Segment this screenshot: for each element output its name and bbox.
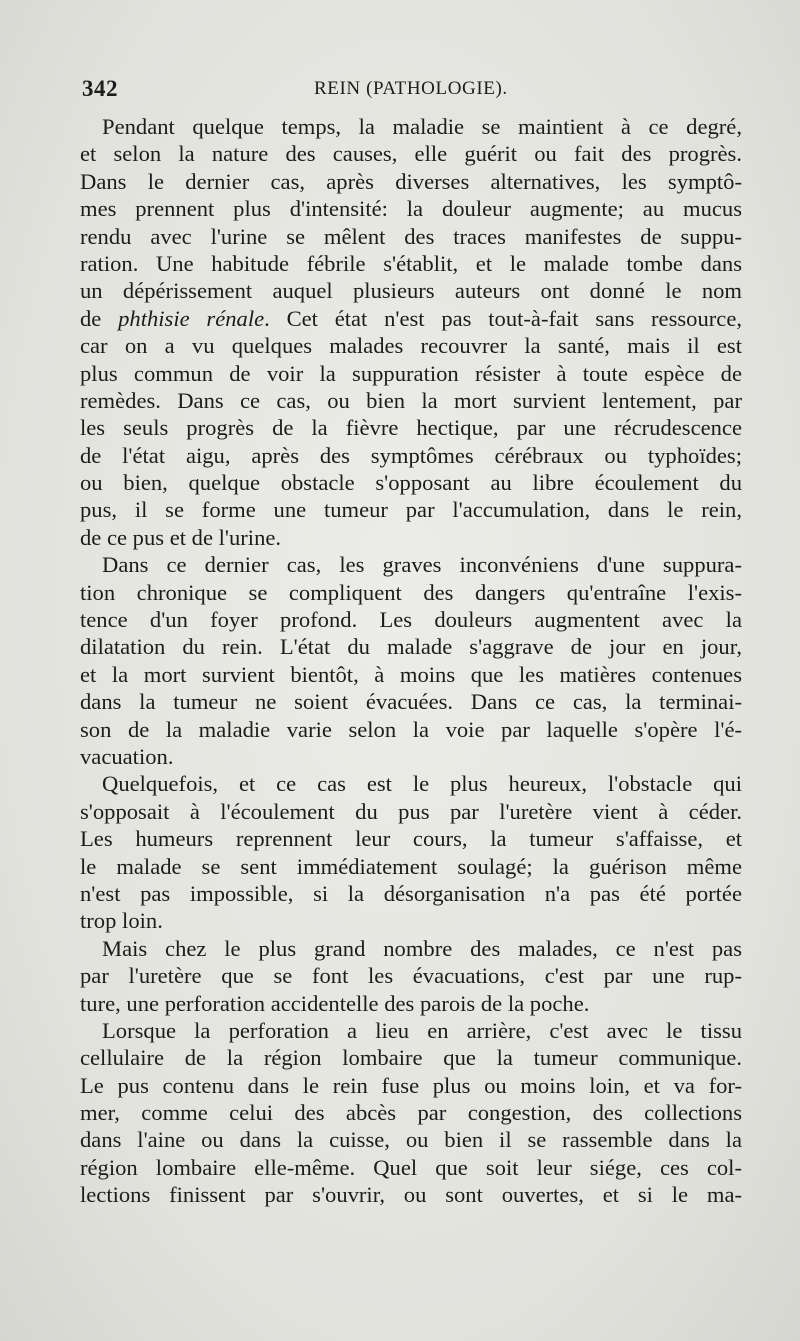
text-line: et selon la nature des causes, elle guérit ou fait des progrès. (80, 141, 742, 167)
text-line: ration. Une habitude fébrile s'établit, et le malade tombe dans (80, 250, 742, 276)
text-line: vacuation. (80, 743, 174, 769)
text-line: n'est pas impossible, si la désorganisation n'a pas été portée (80, 880, 742, 906)
text-line: s'opposait à l'écoulement du pus par l'uretère vient à céder. (80, 798, 742, 824)
text-line: dans la tumeur ne soient évacuées. Dans ce cas, la terminai- (80, 689, 742, 715)
text-line: dilatation du rein. L'état du malade s'aggrave de jour en jour, (80, 634, 742, 660)
page-header (82, 76, 742, 106)
text-line: de l'état aigu, après des symptômes cérébraux ou typhoïdes; (80, 442, 742, 468)
text-line: pus, il se forme une tumeur par l'accumulation, dans le rein, (80, 497, 742, 523)
text-line: un dépérissement auquel plusieurs auteurs ont donné le nom (80, 278, 742, 304)
text-line: de ce pus et de l'urine. (80, 524, 282, 550)
text-line: lections finissent par s'ouvrir, ou sont ouvertes, et si le ma- (80, 1182, 742, 1208)
text-line: plus commun de voir la suppuration résister à toute espèce de (80, 360, 742, 386)
text-line: tion chronique se compliquent des dangers qu'entraîne l'exis- (80, 579, 742, 605)
text-line: son de la maladie varie selon la voie par laquelle s'opère l'é- (80, 716, 742, 742)
text-line: cellulaire de la région lombaire que la tumeur communique. (80, 1045, 742, 1071)
text-line: le malade se sent immédiatement soulagé; la guérison même (80, 853, 742, 879)
text-line: trop loin. (80, 908, 163, 934)
text-line: ture, une perforation accidentelle des parois de la poche. (80, 990, 590, 1016)
body-text (80, 113, 742, 1209)
text-line: remèdes. Dans ce cas, ou bien la mort survient lentement, par (80, 387, 742, 413)
text-line: dans l'aine ou dans la cuisse, ou bien il se rassemble dans la (80, 1127, 742, 1153)
text-line: région lombaire elle-même. Quel que soit leur siége, ces col- (80, 1154, 742, 1180)
text-line: rendu avec l'urine se mêlent des traces manifestes de suppu- (80, 223, 742, 249)
text-line: mes prennent plus d'intensité: la douleur augmente; au mucus (80, 196, 742, 222)
running-head: REIN (PATHOLOGIE). (314, 78, 508, 99)
text-line: Pendant quelque temps, la maladie se maintient à ce degré, (102, 114, 742, 139)
text-line: tence d'un foyer profond. Les douleurs augmentent avec la (80, 607, 742, 633)
text-line: Mais chez le plus grand nombre des malades, ce n'est pas (102, 935, 742, 961)
text-line: car on a vu quelques malades recouvrer la santé, mais il est (80, 333, 742, 359)
text-line: par l'uretère que se font les évacuations, c'est par une rup- (80, 963, 742, 989)
text-line: Les humeurs reprennent leur cours, la tumeur s'affaisse, et (80, 826, 742, 852)
text-line: Le pus contenu dans le rein fuse plus ou moins loin, et va for- (80, 1072, 742, 1098)
text-line: Quelquefois, et ce cas est le plus heureux, l'obstacle qui (102, 771, 742, 797)
text-line: les seuls progrès de la fièvre hectique, par une récrudescence (80, 415, 742, 441)
text-line: et la mort survient bientôt, à moins que les matières contenues (80, 661, 742, 687)
text-line: de phthisie rénale. Cet état n'est pas tout-à-fait sans ressource, (80, 305, 742, 331)
text-line: ou bien, quelque obstacle s'opposant au libre écoulement du (80, 470, 742, 496)
text-line: mer, comme celui des abcès par congestion, des collections (80, 1100, 742, 1126)
page-number: 342 (82, 76, 118, 101)
text-line: Dans ce dernier cas, les graves inconvéniens d'une suppura- (102, 552, 742, 578)
text-line: Lorsque la perforation a lieu en arrière, c'est avec le tissu (102, 1017, 742, 1043)
text-line: Dans le dernier cas, après diverses alternatives, les symptô- (80, 168, 742, 194)
